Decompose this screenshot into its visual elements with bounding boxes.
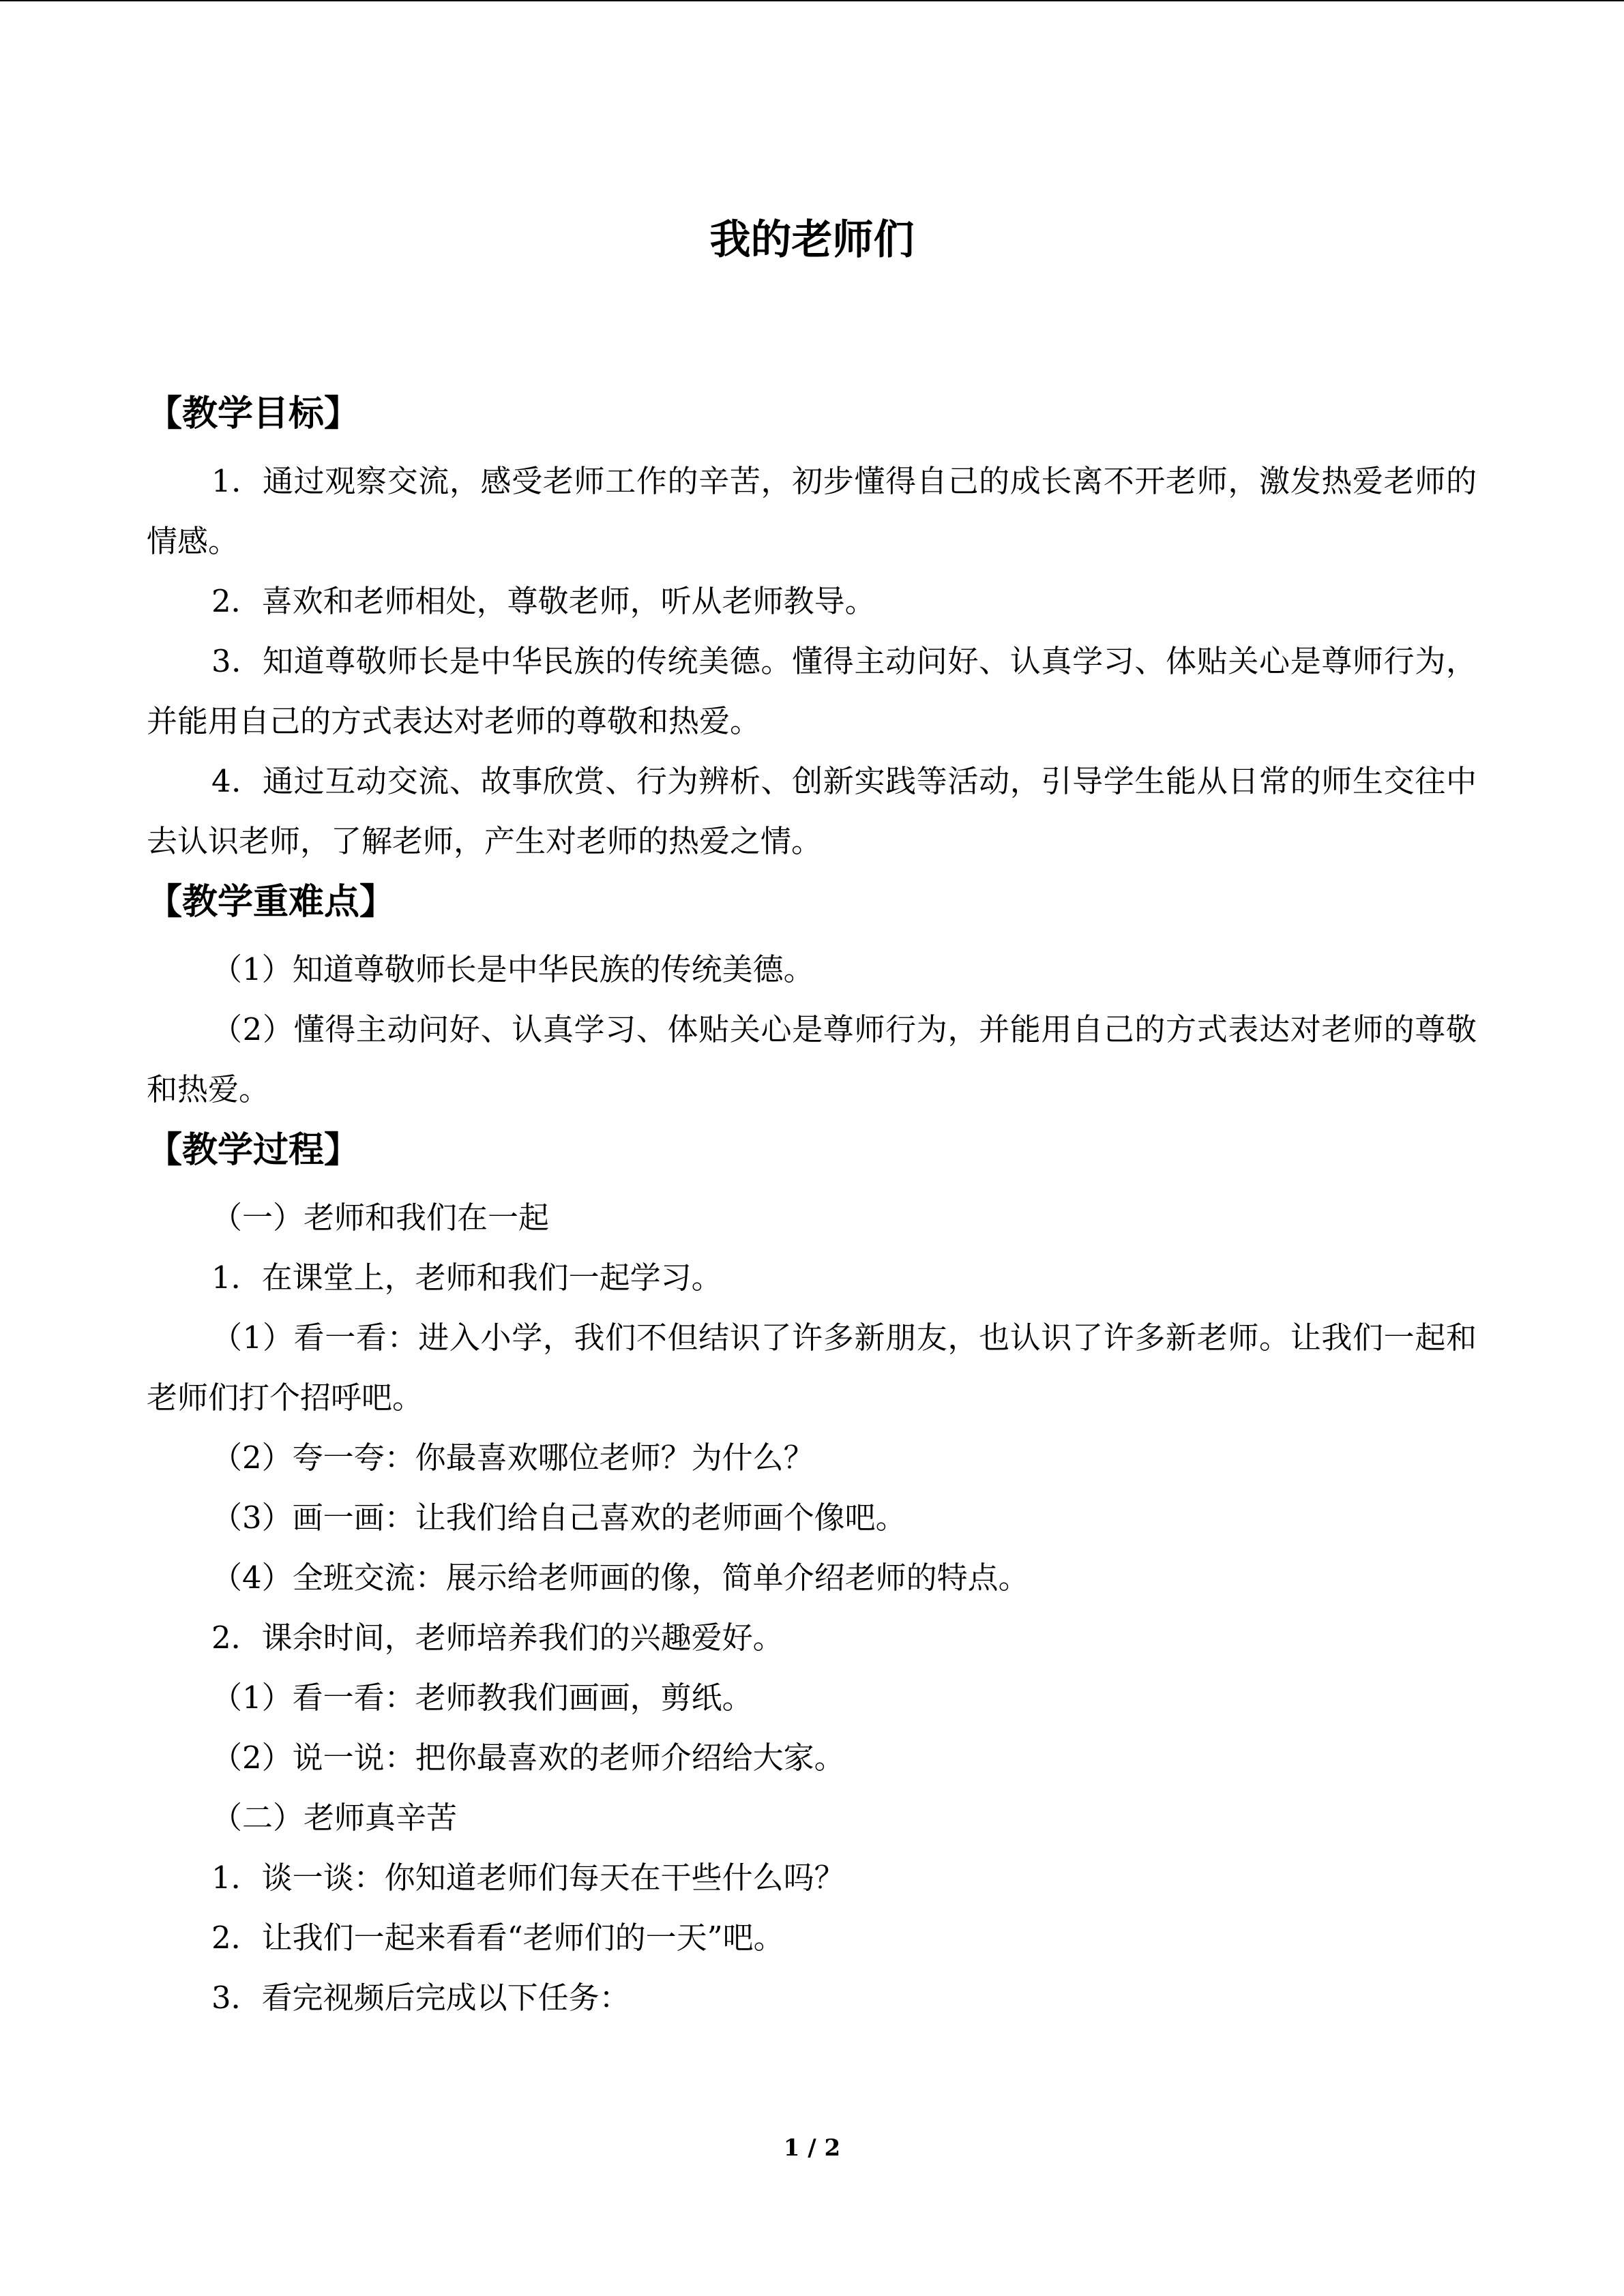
paragraph: 4．通过互动交流、故事欣赏、行为辨析、创新实践等活动，引导学生能从日常的师生交往中去认识老师，了解老师，产生对老师的热爱之情。: [147, 763, 1477, 859]
paragraph: 3．知道尊敬师长是中华民族的传统美德。懂得主动问好、认真学习、体贴关心是尊师行为，并能用自己的方式表达对老师的尊敬和热爱。: [147, 643, 1477, 739]
paragraph: （1）知道尊敬师长是中华民族的传统美德。: [211, 951, 814, 987]
paragraph: 1．通过观察交流，感受老师工作的辛苦，初步懂得自己的成长离不开老师，激发热爱老师的情感。: [147, 463, 1477, 559]
paragraph: 2．喜欢和老师相处，尊敬老师，听从老师教导。: [211, 583, 876, 619]
document-body: [147, 383, 1477, 2028]
section-heading: 【教学重难点】: [147, 882, 396, 923]
paragraph: （2）说一说：把你最喜欢的老师介绍给大家。: [211, 1740, 845, 1776]
paragraph: 1．谈一谈：你知道老师们每天在干些什么吗？: [211, 1860, 845, 1896]
page-number: 1 / 2: [783, 2134, 841, 2162]
paragraph: （2）夸一夸：你最喜欢哪位老师？为什么？: [211, 1440, 814, 1476]
section-heading: 【教学过程】: [147, 1130, 360, 1171]
paragraph: （二）老师真辛苦: [211, 1800, 458, 1836]
paragraph: 2．让我们一起来看看“老师们的一天”吧。: [211, 1920, 784, 1956]
paragraph: （1）看一看：老师教我们画画，剪纸。: [211, 1680, 753, 1716]
section-teaching-process: [147, 1120, 1477, 2028]
paragraph: 3．看完视频后完成以下任务：: [211, 1980, 630, 2016]
paragraph: 2．课余时间，老师培养我们的兴趣爱好。: [211, 1620, 784, 1656]
section-key-difficulties: [147, 871, 1477, 1120]
paragraph: （2）懂得主动问好、认真学习、体贴关心是尊师行为，并能用自己的方式表达对老师的尊敬和热爱。: [147, 1011, 1477, 1107]
document-title: 我的老师们: [709, 216, 915, 264]
paragraph: （4）全班交流：展示给老师画的像，简单介绍老师的特点。: [211, 1560, 1029, 1596]
section-heading: 【教学目标】: [147, 393, 360, 434]
paragraph: （3）画一画：让我们给自己喜欢的老师画个像吧。: [211, 1500, 906, 1536]
section-teaching-goals: [147, 383, 1477, 871]
paragraph: （一）老师和我们在一起: [211, 1199, 550, 1236]
paragraph: 1．在课堂上，老师和我们一起学习。: [211, 1259, 722, 1296]
paragraph: （1）看一看：进入小学，我们不但结识了许多新朋友，也认识了许多新老师。让我们一起和老师们打个招呼吧。: [147, 1320, 1477, 1416]
